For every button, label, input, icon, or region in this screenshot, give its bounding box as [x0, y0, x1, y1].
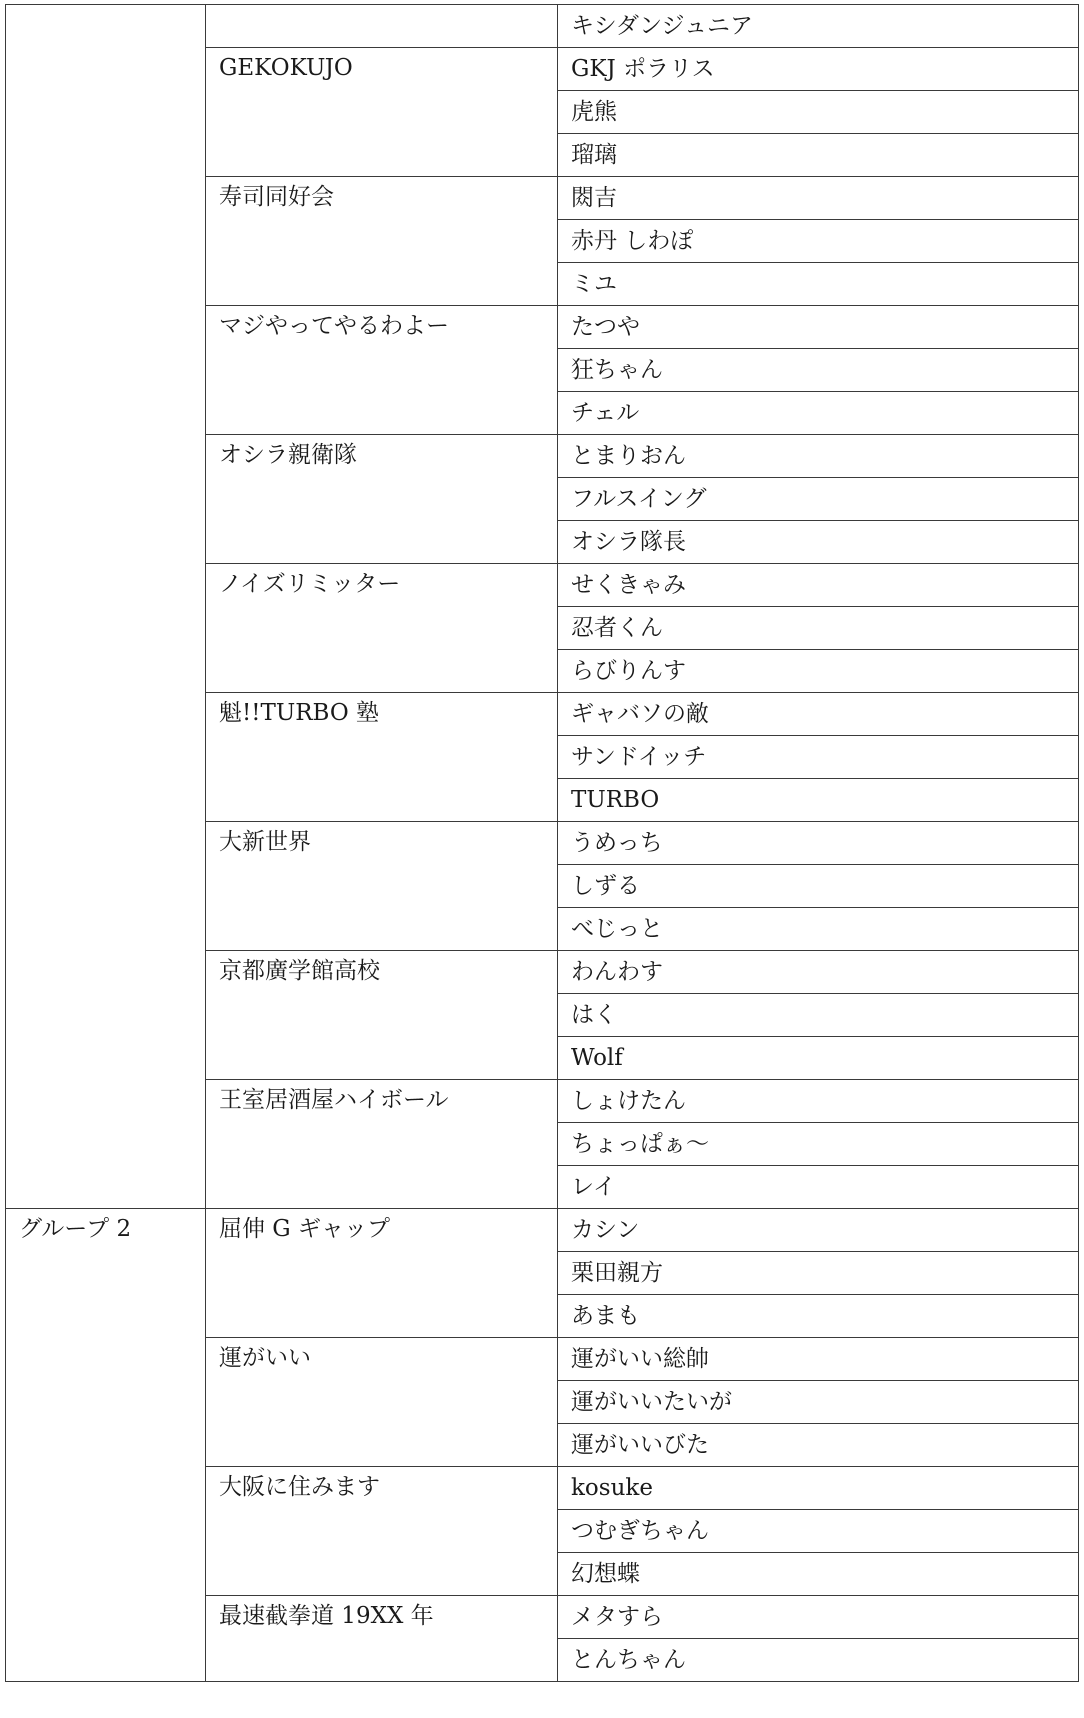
member-name-cell: せくきゃみ [558, 564, 1079, 607]
team-name-cell: 最速截拳道 19XX 年 [206, 1596, 558, 1682]
member-name-cell: ちょっぱぁ～ [558, 1123, 1079, 1166]
team-roster-body [6, 5, 1079, 1682]
team-roster-table [5, 4, 1079, 1682]
member-name-cell: 赤丹 しわぽ [558, 220, 1079, 263]
member-name-cell: kosuke [558, 1467, 1079, 1510]
member-name-cell: うめっち [558, 822, 1079, 865]
member-name-cell: オシラ隊長 [558, 521, 1079, 564]
member-name-cell: らびりんす [558, 650, 1079, 693]
team-name-cell: 大新世界 [206, 822, 558, 951]
team-name-cell: マジやってやるわよー [206, 306, 558, 435]
member-name-cell: カシン [558, 1209, 1079, 1252]
team-name-cell: 魁!!TURBO 塾 [206, 693, 558, 822]
member-name-cell: しずる [558, 865, 1079, 908]
table-row [6, 1209, 1079, 1252]
member-name-cell: つむぎちゃん [558, 1510, 1079, 1553]
member-name-cell: GKJ ポラリス [558, 48, 1079, 91]
member-name-cell: とんちゃん [558, 1639, 1079, 1682]
member-name-cell: TURBO [558, 779, 1079, 822]
member-name-cell: あまも [558, 1295, 1079, 1338]
member-name-cell: キシダンジュニア [558, 5, 1079, 48]
team-name-cell: オシラ親衛隊 [206, 435, 558, 564]
member-name-cell: しょけたん [558, 1080, 1079, 1123]
team-name-cell: 寿司同好会 [206, 177, 558, 306]
member-name-cell: ギャバソの敵 [558, 693, 1079, 736]
team-name-cell: 屈伸 G ギャップ [206, 1209, 558, 1338]
team-name-cell: 京都廣学館高校 [206, 951, 558, 1080]
group-name-cell [6, 5, 206, 1209]
member-name-cell: 虎熊 [558, 91, 1079, 134]
member-name-cell: 忍者くん [558, 607, 1079, 650]
member-name-cell: ミユ [558, 263, 1079, 306]
member-name-cell: フルスイング [558, 478, 1079, 521]
team-name-cell: 大阪に住みます [206, 1467, 558, 1596]
group-name-cell: グループ 2 [6, 1209, 206, 1682]
member-name-cell: はく [558, 994, 1079, 1037]
member-name-cell: レイ [558, 1166, 1079, 1209]
member-name-cell: 閦吉 [558, 177, 1079, 220]
member-name-cell: 栗田親方 [558, 1252, 1079, 1295]
member-name-cell: Wolf [558, 1037, 1079, 1080]
team-name-cell: ノイズリミッター [206, 564, 558, 693]
member-name-cell: 瑠璃 [558, 134, 1079, 177]
member-name-cell: チェル [558, 392, 1079, 435]
member-name-cell: メタすら [558, 1596, 1079, 1639]
team-name-cell [206, 5, 558, 48]
member-name-cell: 幻想蝶 [558, 1553, 1079, 1596]
member-name-cell: サンドイッチ [558, 736, 1079, 779]
team-name-cell: 王室居酒屋ハイボール [206, 1080, 558, 1209]
member-name-cell: 狂ちゃん [558, 349, 1079, 392]
member-name-cell: わんわす [558, 951, 1079, 994]
member-name-cell: とまりおん [558, 435, 1079, 478]
team-name-cell: 運がいい [206, 1338, 558, 1467]
member-name-cell: 運がいいたいが [558, 1381, 1079, 1424]
member-name-cell: たつや [558, 306, 1079, 349]
table-row [6, 5, 1079, 48]
member-name-cell: 運がいいびた [558, 1424, 1079, 1467]
member-name-cell: べじっと [558, 908, 1079, 951]
team-name-cell: GEKOKUJO [206, 48, 558, 177]
member-name-cell: 運がいい総帥 [558, 1338, 1079, 1381]
